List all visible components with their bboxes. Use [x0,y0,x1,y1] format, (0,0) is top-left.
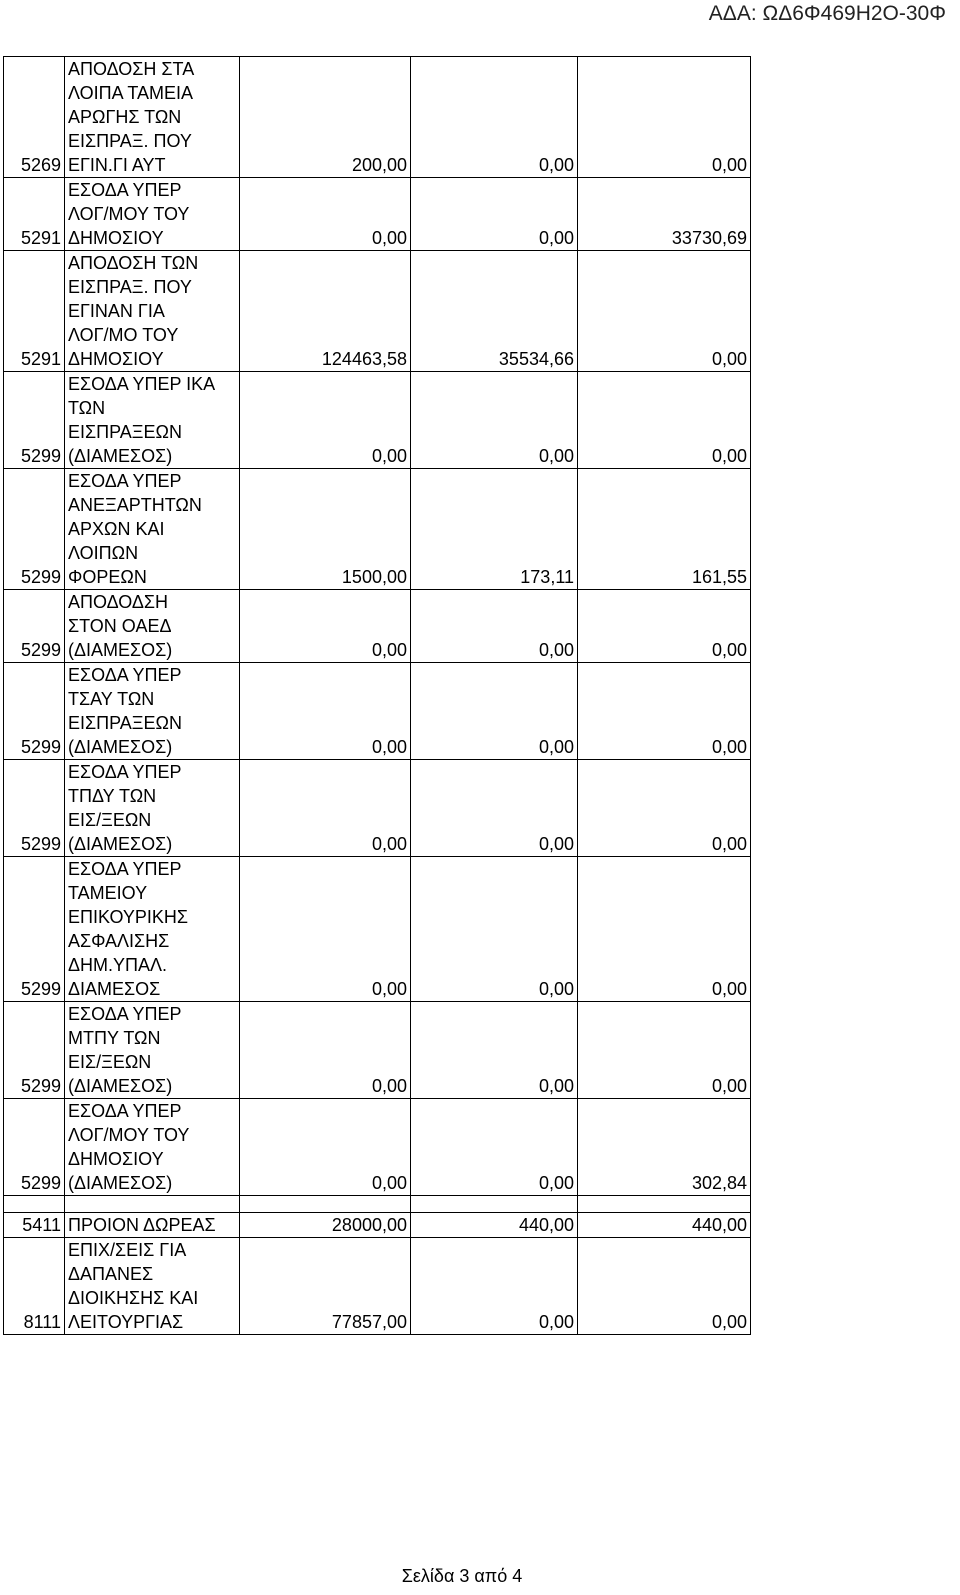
description-line: ΤΠΔΥ ΤΩΝ [68,786,157,806]
description-line: ΛΕΙΤΟΥΡΓΙΑΣ [68,1312,184,1332]
page-number: Σελίδα 3 από 4 [401,1566,523,1586]
table-row [4,1238,751,1335]
description-line: ΔΙΟΙΚΗΣΗΣ ΚΑΙ [68,1288,199,1308]
account-code: 8111 [4,1238,65,1335]
row-gap [4,1196,751,1213]
description-line: ΑΝΕΞΑΡΤΗΤΩΝ [68,495,202,515]
amount-2: 440,00 [411,1213,578,1238]
account-code: 5299 [4,760,65,857]
table-row [4,590,751,663]
description-line: (ΔΙΑΜΕΣΟΣ) [68,640,173,660]
description-line: ΕΓΙΝΑΝ ΓΙΑ [68,301,165,321]
table-row [4,372,751,469]
description-line: ΑΠΟΔΟΣΗ ΤΩΝ [68,253,199,273]
account-description [65,857,240,1002]
table-row [4,178,751,251]
table-row [4,469,751,590]
amount-3: 0,00 [578,663,751,760]
description-line: ΣΤΟΝ ΟΑΕΔ [68,616,172,636]
description-line: ΔΗΜΟΣΙΟΥ [68,228,164,248]
description-line: ΛΟΓ/ΜΟΥ ΤΟΥ [68,204,190,224]
description-line: ΕΣΟΔΑ ΥΠΕΡ [68,859,182,879]
description-line: ΕΣΟΔΑ ΥΠΕΡ [68,762,182,782]
account-description [65,1099,240,1196]
amount-1: 0,00 [240,857,411,1002]
table-row [4,663,751,760]
description-line: (ΔΙΑΜΕΣΟΣ) [68,834,173,854]
amount-1: 124463,58 [240,251,411,372]
account-code: 5299 [4,663,65,760]
account-code: 5299 [4,590,65,663]
description-line: ΕΣΟΔΑ ΥΠΕΡ [68,1101,182,1121]
table-row [4,251,751,372]
amount-1: 0,00 [240,178,411,251]
description-line: ΛΟΙΠΩΝ [68,543,139,563]
description-line: ΔΗΜΟΣΙΟΥ [68,349,164,369]
table-row [4,857,751,1002]
table-row [4,760,751,857]
amount-1: 200,00 [240,57,411,178]
description-line: ΤΣΑΥ ΤΩΝ [68,689,155,709]
description-line: ΕΣΟΔΑ ΥΠΕΡ [68,471,182,491]
account-code: 5299 [4,372,65,469]
description-line: ΜΤΠΥ ΤΩΝ [68,1028,161,1048]
description-line: ΛΟΓ/ΜΟ ΤΟΥ [68,325,179,345]
description-line: ΕΣΟΔΑ ΥΠΕΡ [68,665,182,685]
amount-1: 0,00 [240,760,411,857]
account-code: 5411 [4,1213,65,1238]
account-code: 5291 [4,251,65,372]
description-line: ΔΑΠΑΝΕΣ [68,1264,154,1284]
amount-2: 0,00 [411,1002,578,1099]
description-line: ΕΙΣΠΡΑΞ. ΠΟΥ [68,277,192,297]
table-row [4,57,751,178]
account-code: 5269 [4,57,65,178]
account-code: 5299 [4,1002,65,1099]
description-line: ΕΣΟΔΑ ΥΠΕΡ [68,180,182,200]
description-line: ΠΡΟΙΟΝ ΔΩΡΕΑΣ [68,1215,216,1235]
description-line: ΛΟΓ/ΜΟΥ ΤΟΥ [68,1125,190,1145]
account-description [65,760,240,857]
page-footer [0,1566,960,1587]
description-line: ΕΣΟΔΑ ΥΠΕΡ [68,1004,182,1024]
description-line: (ΔΙΑΜΕΣΟΣ) [68,446,173,466]
account-description [65,1213,240,1238]
description-line: (ΔΙΑΜΕΣΟΣ) [68,1173,173,1193]
amount-1: 0,00 [240,372,411,469]
description-line: ΕΣΟΔΑ ΥΠΕΡ ΙΚΑ [68,374,216,394]
amount-1: 0,00 [240,663,411,760]
description-line: ΦΟΡΕΩΝ [68,567,147,587]
amount-2: 0,00 [411,57,578,178]
description-line: ΤΩΝ [68,398,106,418]
amount-3: 0,00 [578,1238,751,1335]
account-description [65,372,240,469]
description-line: ΕΙΣ/ΞΕΩΝ [68,1052,152,1072]
account-description [65,590,240,663]
account-code: 5299 [4,857,65,1002]
description-line: (ΔΙΑΜΕΣΟΣ) [68,737,173,757]
account-description [65,1002,240,1099]
amount-3: 440,00 [578,1213,751,1238]
description-line: ΕΙΣΠΡΑΞΕΩΝ [68,713,182,733]
ada-code: ΑΔΑ: ΩΔ6Φ469Η2Ο-30Φ [708,2,946,25]
description-line: ΑΣΦΑΛΙΣΗΣ [68,931,170,951]
amount-2: 0,00 [411,178,578,251]
amount-2: 0,00 [411,1238,578,1335]
amount-3: 0,00 [578,857,751,1002]
description-line: (ΔΙΑΜΕΣΟΣ) [68,1076,173,1096]
description-line: ΛΟΙΠΑ ΤΑΜΕΙΑ [68,83,194,103]
amount-3: 33730,69 [578,178,751,251]
account-description [65,57,240,178]
amount-1: 1500,00 [240,469,411,590]
account-code: 5299 [4,469,65,590]
amount-3: 0,00 [578,590,751,663]
description-line: ΔΗΜΟΣΙΟΥ [68,1149,164,1169]
account-description [65,251,240,372]
description-line: ΑΠΟΔΟΔΣΗ [68,592,169,612]
account-description [65,178,240,251]
description-line: ΔΙΑΜΕΣΟΣ [68,979,161,999]
description-line: ΑΡΩΓΗΣ ΤΩΝ [68,107,182,127]
description-line: ΕΠΙΧ/ΣΕΙΣ ΓΙΑ [68,1240,187,1260]
description-line: ΕΠΙΚΟΥΡΙΚΗΣ [68,907,189,927]
table-row [4,1002,751,1099]
amount-3: 0,00 [578,372,751,469]
amount-2: 35534,66 [411,251,578,372]
account-description [65,1238,240,1335]
account-description [65,663,240,760]
account-description [65,469,240,590]
description-line: ΤΑΜΕΙΟΥ [68,883,148,903]
amount-2: 0,00 [411,857,578,1002]
description-line: ΕΙΣ/ΞΕΩΝ [68,810,152,830]
account-code: 5299 [4,1099,65,1196]
description-line: ΑΡΧΩΝ ΚΑΙ [68,519,165,539]
table-row [4,1213,751,1238]
amount-3: 0,00 [578,1002,751,1099]
amount-2: 0,00 [411,663,578,760]
amount-1: 0,00 [240,1099,411,1196]
description-line: ΕΙΣΠΡΑΞ. ΠΟΥ [68,131,192,151]
amount-2: 0,00 [411,372,578,469]
amount-3: 302,84 [578,1099,751,1196]
table-row [4,1099,751,1196]
amount-1: 0,00 [240,1002,411,1099]
amount-1: 77857,00 [240,1238,411,1335]
description-line: ΔΗΜ.ΥΠΑΛ. [68,955,168,975]
amount-2: 0,00 [411,590,578,663]
amount-2: 173,11 [411,469,578,590]
amount-3: 0,00 [578,251,751,372]
description-line: ΑΠΟΔΟΣΗ ΣΤΑ [68,59,195,79]
amount-2: 0,00 [411,760,578,857]
budget-table [3,56,751,1335]
amount-1: 0,00 [240,590,411,663]
amount-3: 0,00 [578,760,751,857]
description-line: ΕΙΣΠΡΑΞΕΩΝ [68,422,182,442]
amount-3: 161,55 [578,469,751,590]
amount-2: 0,00 [411,1099,578,1196]
amount-3: 0,00 [578,57,751,178]
description-line: ΕΓΙΝ.ΓΙ ΑΥΤ [68,155,166,175]
amount-1: 28000,00 [240,1213,411,1238]
account-code: 5291 [4,178,65,251]
